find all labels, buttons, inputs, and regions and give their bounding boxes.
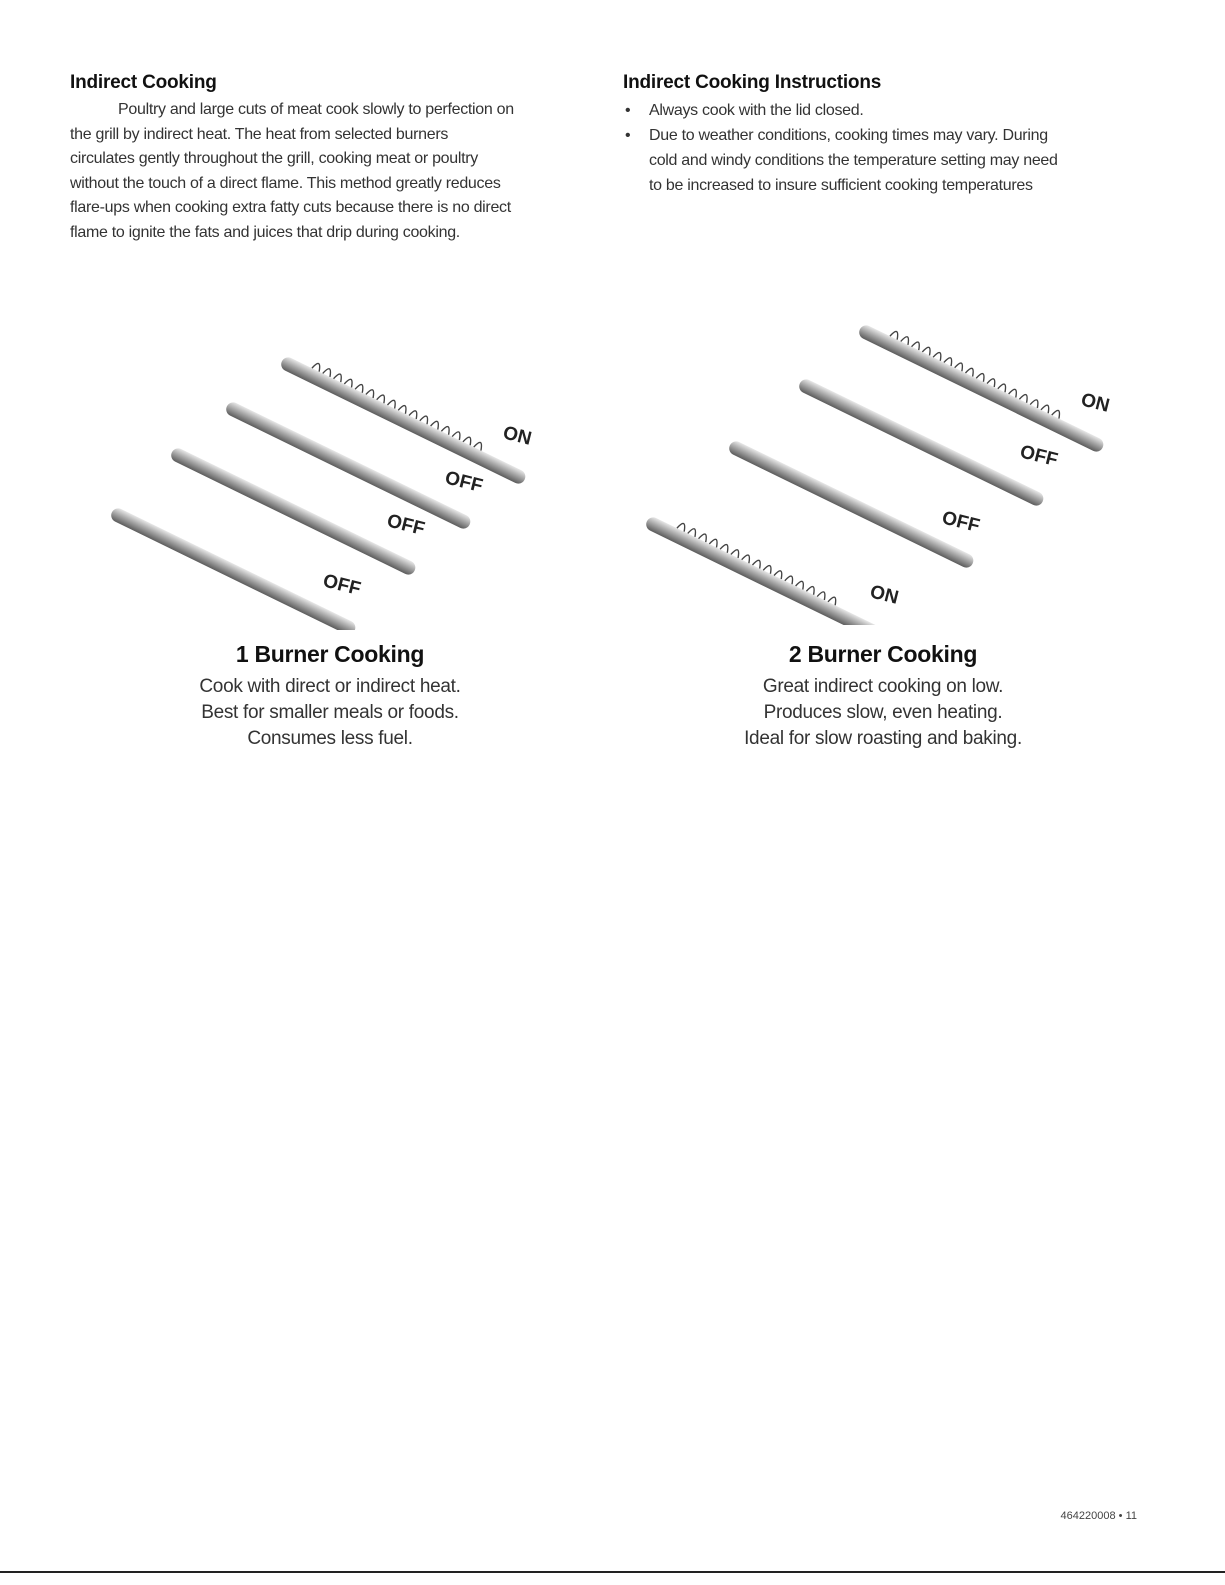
list-item xyxy=(623,98,1133,123)
burner-state-label: OFF xyxy=(320,570,363,601)
bullet-icon: • xyxy=(625,102,631,119)
paragraph-line: flare-ups when cooking extra fatty cuts because there is no direct xyxy=(70,199,511,216)
indirect-cooking-paragraph xyxy=(70,98,590,245)
bottom-divider xyxy=(0,1571,1225,1573)
flame-icon xyxy=(312,362,484,451)
indirect-cooking-section xyxy=(70,72,590,245)
burner-diagram-svg xyxy=(100,330,550,630)
list-item-line: Due to weather conditions, cooking times may vary. During xyxy=(649,127,1048,144)
burner-state-label: OFF xyxy=(384,510,427,541)
caption-line: Best for smaller meals or foods. xyxy=(201,702,459,723)
burner-state-label: ON xyxy=(500,422,534,450)
caption-title: 1 Burner Cooking xyxy=(235,641,425,667)
burner-state-label: OFF xyxy=(1017,441,1060,472)
list-item-line: to be increased to insure sufficient cooking temperatures xyxy=(649,177,1033,194)
flame-icon xyxy=(677,522,838,605)
instructions-list xyxy=(623,98,1133,198)
burner-state-label: OFF xyxy=(939,507,982,538)
flame-icon xyxy=(890,330,1062,419)
burner-diagram-svg xyxy=(645,305,1135,625)
paragraph-line: flame to ignite the fats and juices that drip during cooking. xyxy=(70,223,460,241)
burner-tube xyxy=(279,349,531,486)
caption-line: Ideal for slow roasting and baking. xyxy=(744,728,1022,749)
page-number: 464220008 • 11 xyxy=(1060,1510,1137,1522)
caption-title: 2 Burner Cooking xyxy=(788,641,978,667)
burner-state-label: ON xyxy=(1078,389,1112,417)
instructions-section xyxy=(623,72,1133,198)
caption-line: Cook with direct or indirect heat. xyxy=(199,676,461,697)
paragraph-line: the grill by indirect heat. The heat from selected burners xyxy=(70,125,449,143)
two-burner-diagram xyxy=(645,305,1135,625)
one-burner-diagram xyxy=(100,330,550,630)
burner-tube xyxy=(645,509,896,625)
caption-line: Produces slow, even heating. xyxy=(763,702,1003,723)
list-item xyxy=(623,123,1133,198)
caption-line: Great indirect cooking on low. xyxy=(762,676,1004,697)
burner-tube xyxy=(727,439,976,570)
burner-state-label: OFF xyxy=(442,467,485,498)
one-burner-caption xyxy=(130,641,530,752)
instructions-heading: Indirect Cooking Instructions xyxy=(623,72,882,93)
burner-tube xyxy=(224,400,473,531)
caption-line: Consumes less fuel. xyxy=(247,728,413,749)
paragraph-line: Poultry and large cuts of meat cook slowly to perfection on xyxy=(118,101,514,118)
indirect-cooking-heading: Indirect Cooking xyxy=(70,72,217,93)
two-burner-caption xyxy=(683,641,1083,752)
bullet-icon: • xyxy=(625,127,631,144)
burner-state-label: ON xyxy=(867,581,901,609)
paragraph-line: without the touch of a direct flame. This method greatly reduces xyxy=(70,174,501,192)
paragraph-line: circulates gently throughout the grill, cooking meat or poultry xyxy=(70,150,478,167)
list-item-line: cold and windy conditions the temperature setting may need xyxy=(649,152,1058,169)
list-item-line: Always cook with the lid closed. xyxy=(649,102,864,119)
